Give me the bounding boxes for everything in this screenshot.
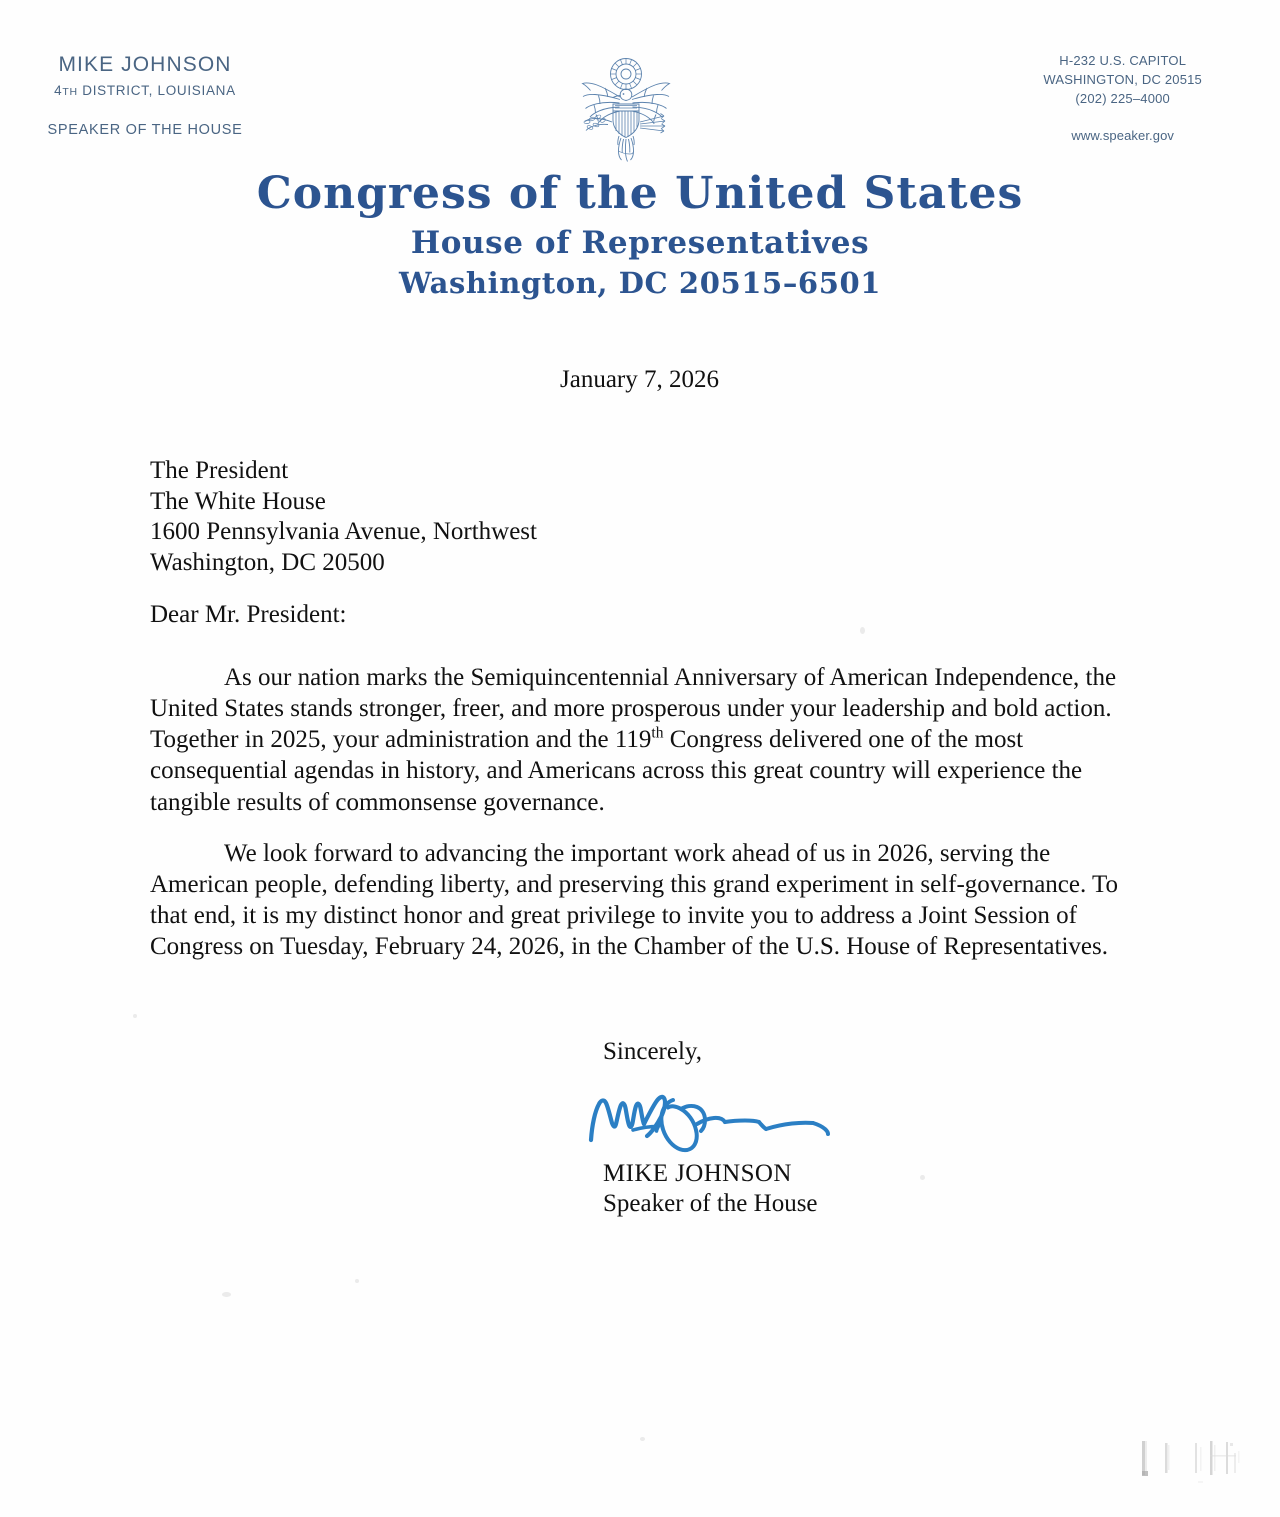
masthead-congress-line: Congress of the United States	[256, 168, 1024, 219]
capitol-city-line: WASHINGTON, DC 20515	[1043, 71, 1202, 87]
body-paragraph-2	[150, 838, 1150, 963]
district-ordinal-number: 4	[54, 83, 63, 99]
masthead-address-line: Washington, DC 20515–6501	[398, 265, 882, 300]
phone-number: (202) 225–4000	[1075, 90, 1170, 106]
address-line: 1600 Pennsylvania Avenue, Northwest	[150, 518, 537, 545]
scan-artifact-marks	[1138, 1437, 1268, 1499]
capitol-office-line: H-232 U.S. CAPITOL	[1059, 53, 1187, 68]
body-paragraph-1	[150, 662, 1150, 818]
ordinal-suffix: th	[651, 724, 664, 742]
closing-salutation: Sincerely,	[603, 1038, 703, 1065]
paragraph-1-text-before-ordinal: As our nation marks the Semiquincentennial Anniversary of American Independence, the United States stands stronger, freer, and more prosperous under your leadership and bold action. Together in 2025, your administration and the 119	[150, 664, 1117, 754]
handwritten-signature-icon	[585, 1078, 855, 1168]
address-line: Washington, DC 20500	[150, 548, 385, 576]
signer-name: MIKE JOHNSON	[603, 1160, 792, 1187]
district-ordinal-suffix: TH	[62, 86, 78, 99]
recipient-address-block	[150, 456, 537, 578]
signer-title: Speaker of the House	[603, 1190, 818, 1217]
scan-speck	[860, 627, 865, 634]
scan-speck	[355, 1279, 359, 1283]
paragraph-1-text-after-ordinal: Congress delivered one of the most consequential agendas in history, and Americans across this great country will experience the tangible results of commonsense governance.	[150, 726, 1083, 816]
speaker-role-label: SPEAKER OF THE HOUSE	[47, 122, 243, 139]
district-state: DISTRICT, LOUISIANA	[77, 83, 236, 99]
masthead-chamber-line: House of Representatives	[410, 224, 870, 261]
address-line: The President	[150, 457, 289, 484]
representative-name: MIKE JOHNSON	[58, 53, 232, 76]
scan-speck	[133, 1014, 137, 1018]
salutation: Dear Mr. President:	[150, 601, 347, 628]
letterhead-right-block	[1043, 52, 1202, 145]
district-line	[0, 83, 290, 100]
letterhead-left-block	[0, 52, 290, 139]
masthead	[0, 170, 1280, 300]
website-url[interactable]: www.speaker.gov	[1071, 127, 1175, 143]
great-seal-eagle-icon	[565, 52, 687, 164]
scan-speck	[222, 1292, 231, 1297]
address-line: The White House	[150, 487, 326, 515]
paragraph-2-text: We look forward to advancing the important work ahead of us in 2026, serving the American people, defending liberty, and preserving this grand experiment in self-governance. To that end, it is my distinct honor and great privilege to invite you to address a Joint Session of Congress on Tuesday, February 24, 2026, in the Chamber of the U.S. House of Representatives.	[150, 840, 1119, 961]
scan-speck	[920, 1175, 925, 1180]
scan-speck	[640, 1437, 645, 1441]
letter-date: January 7, 2026	[560, 366, 719, 393]
